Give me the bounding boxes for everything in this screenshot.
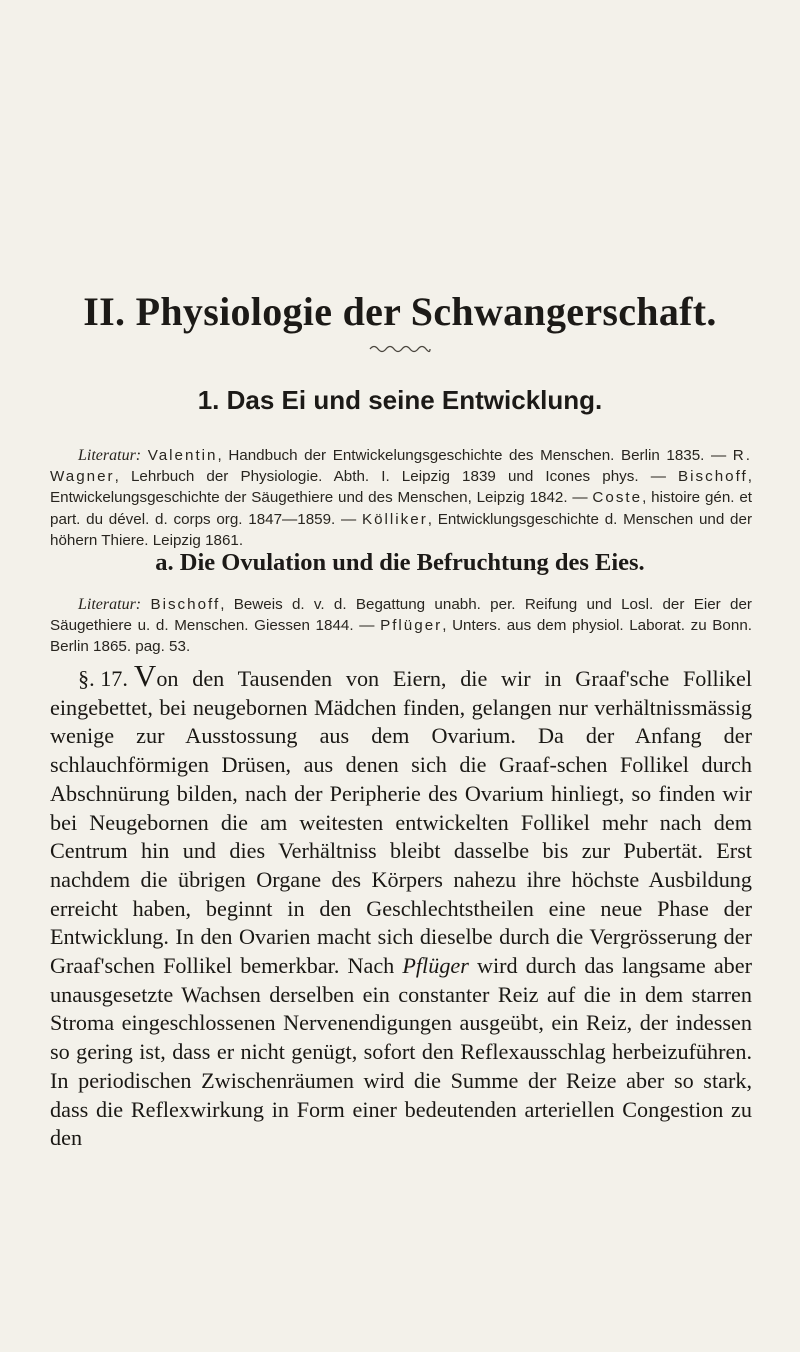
subsection-title: a. Die Ovulation und die Befruchtung des Eies. bbox=[155, 549, 645, 576]
literature-author: Bischoff bbox=[678, 468, 748, 486]
paragraph-body bbox=[50, 658, 753, 1153]
literature-author: Pflüger bbox=[380, 617, 443, 635]
literature-author: Bischoff bbox=[150, 596, 221, 613]
literature-entry: , Unters. aus dem physiol. Laborat. zu Bonn. Berlin 1865. pag. 53. bbox=[50, 617, 752, 656]
literature-list-1 bbox=[50, 445, 752, 551]
cited-author: Pflüger bbox=[402, 953, 469, 979]
literature-entry: , Entwicklungsgeschichte d. Menschen und der höhern Thiere. Leipzig 1861. bbox=[50, 510, 752, 549]
literature-entry: , Entwickelungsgeschichte der Säugethiere und des Menschen, Leipzig 1842. — bbox=[50, 468, 752, 507]
paragraph-number: §. 17. bbox=[78, 666, 128, 691]
literature-author: R. Wagner bbox=[50, 447, 752, 486]
literature-author: Kölliker bbox=[361, 510, 428, 528]
literature-entry: , Beweis d. v. d. Begattung unabh. per. Reifung und Losl. der Eier der Säugethiere u. d. Menschen. Giessen 1844. — bbox=[50, 596, 752, 635]
literature-entry: , Handbuch der Entwickelungsgeschichte des Menschen. Berlin 1835. — bbox=[217, 447, 733, 464]
section-title: 1. Das Ei und seine Entwicklung. bbox=[197, 385, 603, 415]
literature-entry: , histoire gén. et part. du dével. d. corps org. 1847—1859. — bbox=[50, 489, 752, 528]
paragraph-text: on den Tausenden von Eiern, die wir in Graaf'sche Follikel eingebettet, bei neugebornen Mädchen finden, gelangen nur verhältnissmässig wenige zur Ausstossung aus dem Ovarium. Da der Anfang der schlauchförmigen Drüsen, aus denen sich die Graaf-schen Follikel durch Abschnürung bilden, nach der Peripherie des Ovarium hinliegt, so finden wir bei Neugebornen die am weitesten entwickelten Follikel mehr nach dem Centrum hin und dies Verhältniss bleibt dasselbe bis zur Pubertät. Erst nachdem die übrigen Organe des Körpers nahezu ihre höchste Ausbildung erreicht haben, beginnt in den Geschlechtstheilen eine neue Phase der Entwicklung. In den Ovarien macht sich dieselbe durch die Vergrösserung der Graaf'schen Follikel bemerkbar. Nach bbox=[50, 666, 752, 979]
chapter-title: II. Physiologie der Schwangerschaft. bbox=[83, 289, 717, 334]
literature-author: Valentin bbox=[147, 447, 218, 464]
paragraph-text-continued: wird durch das langsame aber unausgesetzte Wachsen derselben ein constanter Reiz auf die in dem starren Stroma eingeschlossenen Nervenendigungen ausgeübt, ein Reiz, der indessen so gering ist, dass er nicht genügt, sofort den Reflexausschlag herbeizuführen. In periodischen Zwischenräumen wird die Summe der Reize aber so stark, dass die Reflexwirkung in Form einer bedeutenden arteriellen Congestion zu den bbox=[50, 953, 753, 1151]
literature-entry: , Lehrbuch der Physiologie. Abth. I. Leipzig 1839 und Icones phys. — bbox=[114, 468, 679, 486]
literature-label: Literatur: bbox=[78, 447, 142, 464]
wavy-line-ornament-icon bbox=[368, 343, 432, 355]
literature-author: Coste bbox=[592, 489, 643, 507]
literature-list-2 bbox=[50, 594, 752, 658]
literature-label: Literatur: bbox=[78, 596, 142, 613]
drop-capital: V bbox=[133, 658, 157, 693]
